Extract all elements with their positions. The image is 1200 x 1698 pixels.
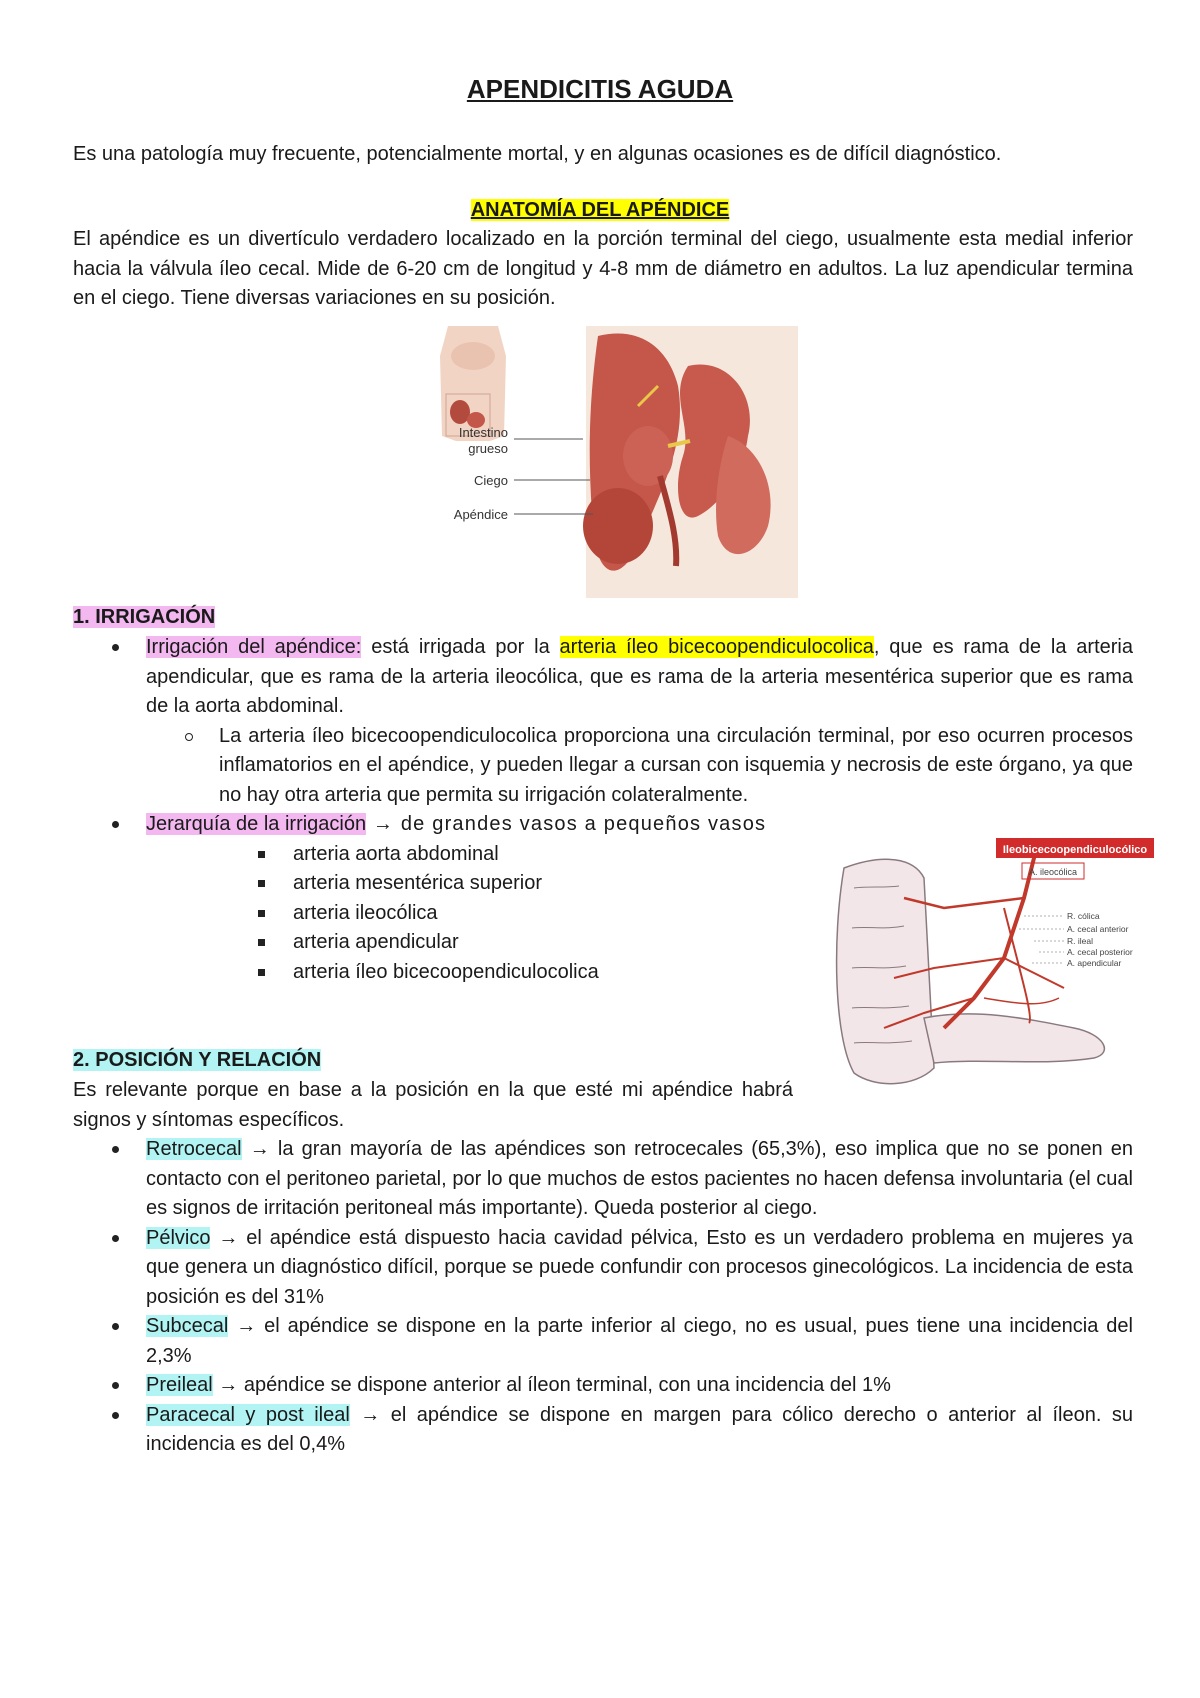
item-term: Pélvico [146,1226,211,1249]
item-term: Retrocecal [146,1138,242,1160]
artery-label: R. ileal [1067,936,1093,946]
anatomy-figure [428,326,798,598]
hierarchy-block [73,810,793,987]
position-heading: 2. POSICIÓN Y RELACIÓN [73,1049,322,1071]
sub-list-item: La arteria íleo bicecoopendiculocolica proporciona una circulación terminal, por eso ocurren procesos inflamatorios en el apéndice, y pueden llegar a cursan con isquemia y necrosis de este órgano, ya que no hay otra arteria que permita su irrigación colateralmente. [73,722,1133,811]
item-term: Subcecal [146,1315,229,1337]
artery-label: A. cecal posterior [1067,947,1133,957]
artery-label: A. cecal anterior [1067,924,1129,934]
position-heading-row [73,1046,321,1076]
hierarchy-item: arteria íleo bicecoopendiculocolica [73,958,793,988]
anatomy-heading: ANATOMÍA DEL APÉNDICE [470,199,730,221]
artery-label: R. cólica [1067,911,1100,921]
hierarchy-item: arteria aorta abdominal [73,840,793,870]
list-item: Paracecal y post ileal → el apéndice se dispone en margen para cólico derecho o anterior al íleon. su incidencia es del 0,4% [73,1401,1133,1460]
anatomy-heading-row [0,196,1200,225]
artery-box-label: A. ileocólica [1028,867,1078,877]
item-term: Preileal [146,1374,213,1396]
hierarchy-item: arteria mesentérica superior [73,869,793,899]
label-intestino: Intestino [458,425,508,440]
item-term: Jerarquía de la irrigación [146,813,367,835]
anatomy-illustration [428,326,798,598]
label-grueso: grueso [468,441,508,456]
irrigation-heading-row [73,603,215,633]
hierarchy-item: arteria apendicular [73,928,793,958]
irrigation-heading: 1. IRRIGACIÓN [73,606,216,628]
list-item: Retrocecal → la gran mayoría de las apéndices son retrocecales (65,3%), eso implica que no se ponen en contacto con el peritoneo parietal, por lo que muchos de estos pacientes no hacen defensa involuntaria (el cual es signos de irritación peritoneal más importante). Queda posterior al ciego. [73,1135,1133,1224]
artery-figure-title: Ileobicecoopendiculocólico [1002,844,1148,856]
list-item: Irrigación del apéndice: está irrigada por la arteria íleo bicecoopendiculocolica, que es rama de la arteria apendicular, que es rama de la arteria ileocólica, que es rama de la arteria mesentérica superior que es rama de la aorta abdominal. [73,633,1133,722]
document-title: APENDICITIS AGUDA [466,74,734,104]
artery-highlight: arteria íleo bicecoopendiculocolica [559,636,874,658]
list-item: Preileal → apéndice se dispone anterior al íleon terminal, con una incidencia del 1% [73,1371,1133,1401]
artery-label: A. apendicular [1067,958,1122,968]
item-term: Irrigación del apéndice: [146,636,362,658]
position-intro: Es relevante porque en base a la posición en la que esté mi apéndice habrá signos y síntomas específicos. [73,1079,793,1131]
item-term: Paracecal y post ileal [146,1403,350,1426]
list-item: Jerarquía de la irrigación → de grandes vasos a pequeños vasos [73,810,793,840]
position-list [73,1135,1133,1460]
intro-paragraph: Es una patología muy frecuente, potencialmente mortal, y en algunas ocasiones es de difícil diagnóstico. [73,143,1002,165]
list-item: Subcecal → el apéndice se dispone en la parte inferior al ciego, no es usual, pues tiene una incidencia del 2,3% [73,1312,1133,1371]
anatomy-paragraph: El apéndice es un divertículo verdadero localizado en la porción terminal del ciego, usualmente esta medial inferior hacia la válvula íleo cecal. Mide de 6-20 cm de longitud y 4-8 mm de diámetro en adultos. La luz apendicular termina en el ciego. Tiene diversas variaciones en su posición. [73,228,1133,309]
artery-illustration [824,838,1154,1088]
artery-figure [824,838,1154,1088]
irrigation-list [73,633,1133,810]
label-apendice: Apéndice [453,507,508,522]
hierarchy-item: arteria ileocólica [73,899,793,929]
label-ciego: Ciego [474,473,508,488]
list-item: Pélvico → el apéndice está dispuesto hacia cavidad pélvica, Esto es un verdadero problema en mujeres ya que genera un diagnóstico difícil, porque se puede confundir con procesos ginecológicos. La incidencia de esta posición es del 31% [73,1224,1133,1313]
